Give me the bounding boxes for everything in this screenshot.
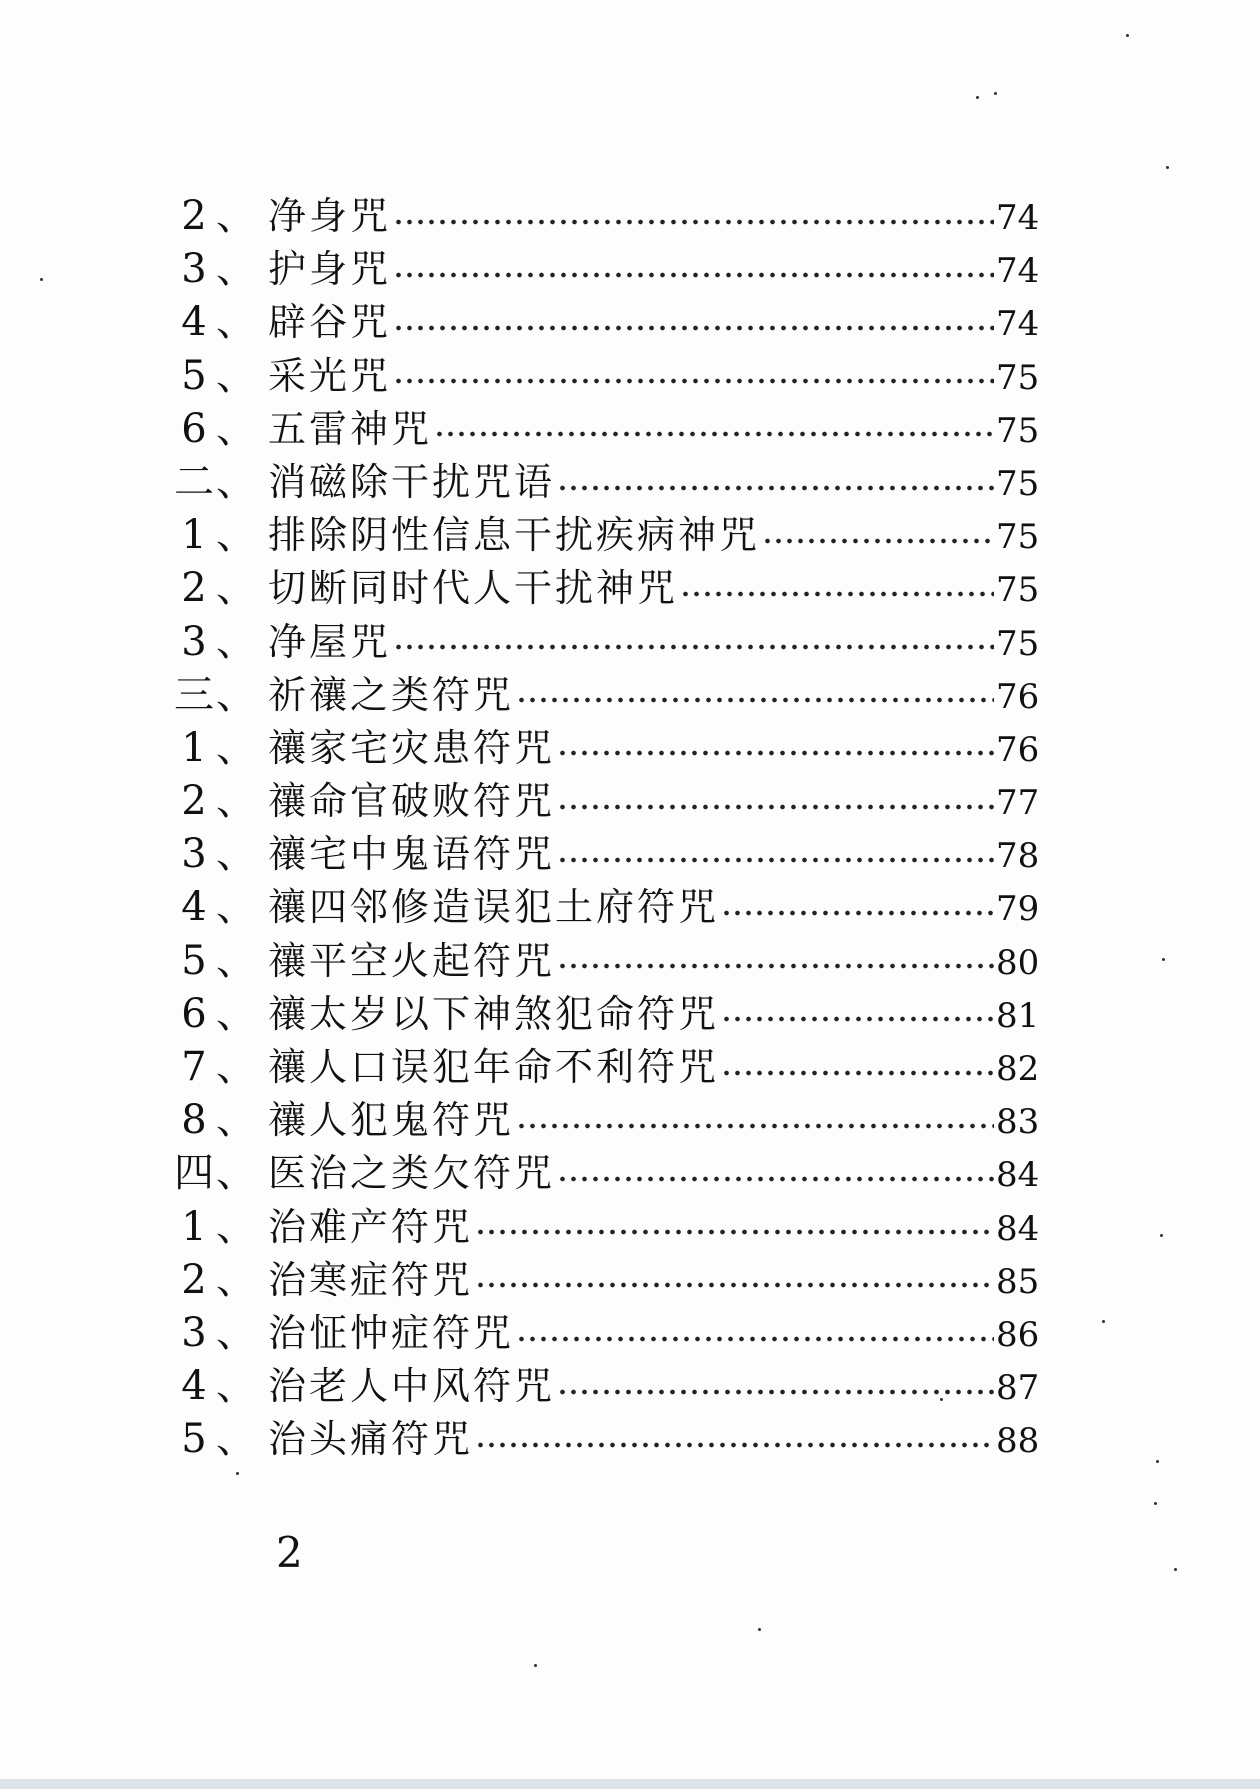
- toc-entry: [172, 243, 1044, 296]
- toc-entry: [172, 828, 1044, 881]
- scan-speck: [1160, 1234, 1163, 1237]
- toc-entry-number: 2: [181, 565, 207, 612]
- toc-entry-page: 77: [996, 783, 1040, 824]
- toc-entry-page: 88: [996, 1421, 1040, 1462]
- toc-entry-separator: 、: [216, 831, 256, 878]
- scan-speck: [1102, 1320, 1105, 1323]
- toc-entry-title: 禳人口误犯年命不利符咒: [268, 1045, 720, 1089]
- toc-entry-leader-dots: [557, 733, 994, 763]
- scan-speck: [940, 1398, 943, 1401]
- toc-entry-page: 85: [996, 1261, 1040, 1302]
- toc-entry: [172, 456, 1044, 509]
- toc-entry: [172, 988, 1044, 1041]
- toc-entry-title: 治怔忡症符咒: [268, 1310, 515, 1355]
- toc-entry-separator: 、: [216, 1097, 256, 1144]
- toc-entry-separator: 、: [216, 246, 256, 293]
- toc-entry-number: 4: [181, 884, 207, 931]
- toc-entry-title: 辟谷咒: [268, 300, 392, 345]
- toc-entry-leader-dots: [393, 361, 994, 391]
- toc-entry-leader-dots: [557, 840, 994, 870]
- toc-entry: [172, 562, 1044, 615]
- toc-entry-title: 护身咒: [268, 247, 392, 292]
- toc-entry-number: 3: [181, 831, 207, 878]
- scan-speck: [1154, 1502, 1157, 1505]
- toc-entry-leader-dots: [434, 414, 994, 444]
- toc-entry-leader-dots: [680, 574, 994, 604]
- toc-entry-separator: 、: [216, 1203, 256, 1250]
- toc-entry-leader-dots: [516, 1319, 994, 1349]
- toc-entry-separator: 、: [216, 671, 256, 718]
- toc-entry-number: 6: [181, 405, 207, 452]
- toc-entry-title: 治头痛符咒: [268, 1417, 474, 1462]
- toc-entry-page: 78: [996, 836, 1040, 877]
- scan-speck: [1174, 1568, 1177, 1571]
- scan-speck: [534, 1664, 537, 1667]
- toc-entry-page: 76: [996, 729, 1040, 770]
- toc-entry-title: 治老人中风符咒: [268, 1364, 556, 1409]
- toc-entry: [172, 350, 1044, 403]
- toc-entry-title: 净身咒: [268, 194, 392, 238]
- toc-entry: [172, 296, 1044, 349]
- scan-speck: [1162, 958, 1165, 961]
- toc-entry: [172, 1041, 1044, 1094]
- toc-entry-number: 2: [181, 193, 207, 239]
- toc-entry-separator: 、: [216, 724, 256, 771]
- toc-entry-title: 治寒症符咒: [268, 1257, 474, 1302]
- toc-entry: [172, 935, 1044, 988]
- toc-entry-separator: 、: [216, 299, 256, 346]
- toc-entry-number: 5: [181, 1416, 207, 1463]
- toc-entry-page: 87: [996, 1368, 1040, 1409]
- page-number: 2: [276, 1528, 303, 1577]
- toc-entry-leader-dots: [475, 1425, 994, 1455]
- toc-entry-number: 4: [181, 1363, 207, 1410]
- toc-entry-number: 3: [181, 1309, 207, 1356]
- toc-entry-number: 5: [181, 352, 207, 399]
- toc-entry-separator: 、: [216, 884, 256, 931]
- toc-entry-page: 75: [996, 570, 1040, 611]
- toc-entry-number: 1: [181, 724, 207, 771]
- toc-entry-title: 治难产符咒: [268, 1204, 474, 1249]
- toc-entry-title: 禳四邻修造误犯土府符咒: [268, 885, 720, 930]
- toc-entry: [172, 881, 1044, 934]
- scan-speck: [236, 1472, 239, 1475]
- scan-speck: [1126, 34, 1129, 37]
- toc-entry-page: 84: [996, 1155, 1040, 1196]
- toc-entry-page: 74: [996, 304, 1040, 345]
- toc-entry-page: 81: [996, 995, 1040, 1036]
- toc-entry: [172, 1254, 1044, 1307]
- toc-entry-leader-dots: [393, 627, 994, 657]
- toc-entry-page: 80: [996, 942, 1040, 983]
- toc-entry: [172, 616, 1044, 669]
- toc-entry-separator: 、: [216, 458, 256, 505]
- toc-entry-page: 74: [996, 251, 1040, 292]
- table-of-contents: [172, 190, 1044, 1467]
- toc-entry-separator: 、: [216, 778, 256, 825]
- toc-entry: [172, 1094, 1044, 1147]
- toc-entry-separator: 、: [216, 193, 256, 239]
- toc-entry-title: 五雷神咒: [268, 406, 433, 451]
- toc-entry-leader-dots: [762, 521, 994, 551]
- toc-entry-leader-dots: [393, 255, 994, 285]
- page-bottom-edge: [0, 1779, 1260, 1789]
- toc-entry-separator: 、: [216, 1363, 256, 1410]
- toc-entry-number: 3: [181, 246, 207, 293]
- toc-entry-leader-dots: [557, 1159, 994, 1189]
- toc-entry: [172, 509, 1044, 562]
- toc-entry-page: 83: [996, 1102, 1040, 1143]
- toc-entry-leader-dots: [516, 1106, 994, 1136]
- toc-entry-leader-dots: [721, 999, 994, 1029]
- toc-entry-number: 1: [181, 512, 207, 559]
- toc-entry-page: 75: [996, 410, 1040, 451]
- toc-entry: [172, 403, 1044, 456]
- toc-entry-number: 2: [181, 1256, 207, 1303]
- toc-entry-number: 2: [181, 778, 207, 825]
- toc-entry: [172, 1147, 1044, 1200]
- toc-entry-page: 75: [996, 623, 1040, 664]
- toc-entry-separator: 、: [216, 990, 256, 1037]
- toc-entry-page: 86: [996, 1314, 1040, 1355]
- toc-entry-separator: 、: [216, 565, 256, 612]
- toc-entry-separator: 、: [216, 1309, 256, 1356]
- toc-entry-number: 三: [174, 671, 214, 718]
- toc-entry-leader-dots: [475, 1265, 994, 1295]
- toc-entry-title: 禳太岁以下神煞犯命符咒: [268, 991, 720, 1036]
- toc-entry-title: 切断同时代人干扰神咒: [268, 566, 679, 611]
- toc-entry: [172, 722, 1044, 775]
- toc-entry-title: 排除阴性信息干扰疾病神咒: [268, 513, 761, 558]
- toc-entry-number: 四: [174, 1150, 214, 1197]
- toc-entry-leader-dots: [557, 468, 994, 498]
- toc-entry-separator: 、: [216, 618, 256, 665]
- toc-entry-separator: 、: [216, 405, 256, 452]
- toc-entry-title: 禳人犯鬼符咒: [268, 1098, 515, 1143]
- toc-entry-separator: 、: [216, 352, 256, 399]
- toc-entry-leader-dots: [721, 893, 994, 923]
- toc-entry: [172, 190, 1044, 243]
- toc-entry-number: 4: [181, 299, 207, 346]
- toc-entry-page: 75: [996, 463, 1040, 504]
- scan-speck: [40, 278, 43, 281]
- toc-entry-separator: 、: [216, 1256, 256, 1303]
- toc-entry: [172, 669, 1044, 722]
- toc-entry-title: 祈禳之类符咒: [268, 672, 515, 717]
- toc-entry-separator: 、: [216, 1416, 256, 1463]
- toc-entry-separator: 、: [216, 1150, 256, 1197]
- toc-entry-title: 采光咒: [268, 353, 392, 398]
- toc-entry-page: 75: [996, 357, 1040, 398]
- toc-entry-leader-dots: [557, 1372, 994, 1402]
- toc-entry-number: 7: [181, 1044, 207, 1090]
- toc-entry: [172, 1307, 1044, 1360]
- toc-entry-title: 禳宅中鬼语符咒: [268, 832, 556, 877]
- scan-speck: [1166, 166, 1169, 169]
- toc-entry-number: 6: [181, 990, 207, 1037]
- toc-entry-page: 75: [996, 517, 1040, 558]
- toc-entry-leader-dots: [557, 946, 994, 976]
- scan-speck: [976, 96, 979, 99]
- toc-entry-page: 79: [996, 889, 1040, 930]
- toc-entry-title: 禳平空火起符咒: [268, 938, 556, 983]
- toc-entry-title: 净屋咒: [268, 619, 392, 664]
- toc-entry-leader-dots: [557, 787, 994, 817]
- toc-entry-title: 禳命官破败符咒: [268, 779, 556, 824]
- toc-entry-title: 消磁除干扰咒语: [268, 459, 556, 504]
- toc-entry-number: 二: [174, 458, 214, 505]
- toc-entry-page: 74: [996, 198, 1040, 238]
- toc-entry-number: 8: [181, 1097, 207, 1144]
- toc-entry: [172, 1201, 1044, 1254]
- toc-entry-number: 1: [181, 1203, 207, 1250]
- toc-entry-separator: 、: [216, 1044, 256, 1090]
- toc-entry-leader-dots: [516, 680, 994, 710]
- toc-entry: [172, 1413, 1044, 1466]
- scan-speck: [994, 92, 997, 95]
- toc-entry-separator: 、: [216, 512, 256, 559]
- toc-entry: [172, 1360, 1044, 1413]
- toc-entry-title: 禳家宅灾患符咒: [268, 725, 556, 770]
- toc-entry-leader-dots: [393, 308, 994, 338]
- toc-entry-page: 82: [996, 1049, 1040, 1089]
- scan-speck: [1156, 1460, 1159, 1463]
- scan-speck: [758, 1628, 761, 1631]
- toc-entry-leader-dots: [393, 202, 994, 232]
- toc-entry-title: 医治之类欠符咒: [268, 1151, 556, 1196]
- toc-entry-number: 3: [181, 618, 207, 665]
- toc-entry-separator: 、: [216, 937, 256, 984]
- toc-entry-page: 76: [996, 676, 1040, 717]
- toc-entry-leader-dots: [475, 1212, 994, 1242]
- toc-entry-page: 84: [996, 1208, 1040, 1249]
- toc-entry-number: 5: [181, 937, 207, 984]
- toc-entry-leader-dots: [721, 1053, 994, 1083]
- toc-entry: [172, 775, 1044, 828]
